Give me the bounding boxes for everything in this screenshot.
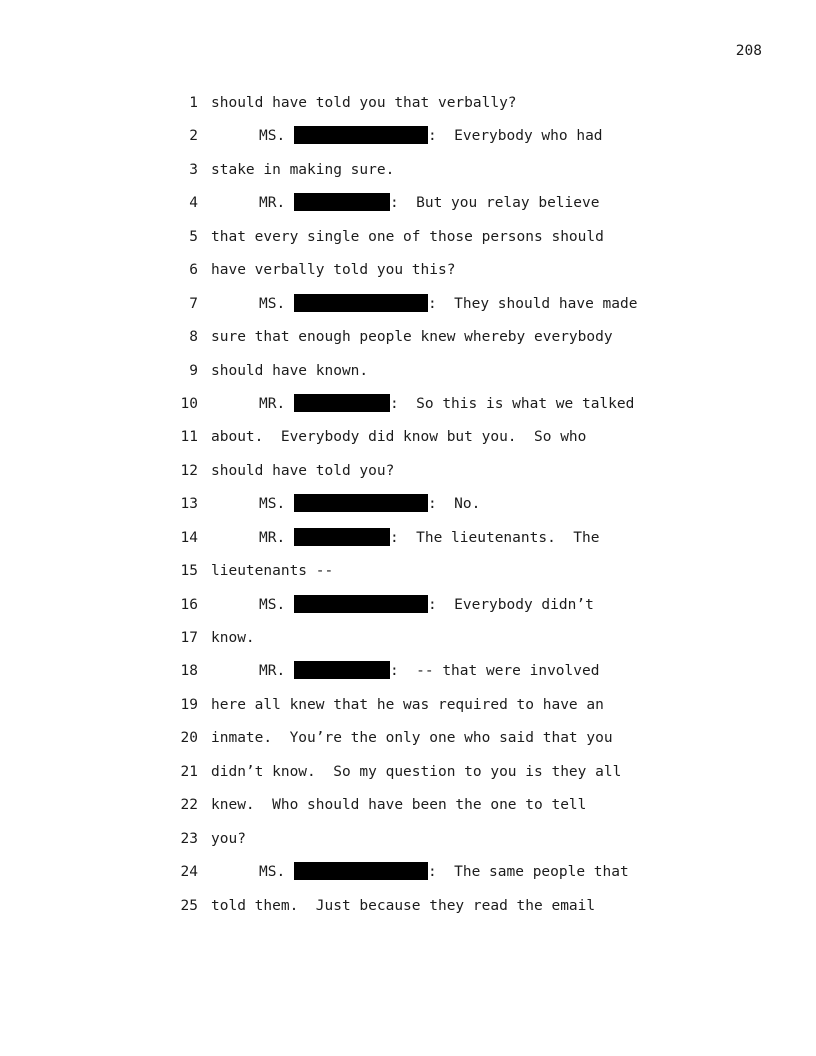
line-text [211, 728, 613, 749]
line-number: 14 [180, 529, 198, 546]
line-text [211, 695, 604, 716]
redaction-bar [294, 394, 390, 412]
line-number: 20 [180, 730, 198, 747]
speaker-label: MR. [259, 663, 286, 680]
line-number: 3 [189, 161, 198, 178]
line-number: 15 [180, 563, 198, 580]
line-number: 4 [189, 195, 198, 212]
line-body: : No. [427, 496, 481, 513]
speaker-label: MS. [259, 295, 286, 312]
line-text [211, 227, 604, 248]
line-number: 9 [189, 362, 198, 379]
redaction-bar [294, 193, 390, 211]
line-number: 18 [180, 663, 198, 680]
line-body: here all knew that he was required to have an [211, 696, 604, 713]
speaker-label: MS. [259, 496, 286, 513]
line-body: inmate. You’re the only one who said that you [211, 730, 613, 747]
speaker-label: MS. [259, 864, 286, 881]
line-body: : But you relay believe [389, 195, 600, 212]
line-body: : They should have made [427, 295, 638, 312]
line-body: should have told you? [211, 462, 395, 479]
line-body: : So this is what we talked [389, 395, 635, 412]
line-number: 5 [189, 228, 198, 245]
line-text [211, 862, 629, 883]
line-body: didn’t know. So my question to you is they all [211, 763, 622, 780]
line-number: 22 [180, 797, 198, 814]
line-body: : Everybody didn’t [427, 596, 594, 613]
line-body: about. Everybody did know but you. So who [211, 429, 587, 446]
line-number: 6 [189, 262, 198, 279]
speaker-label: MR. [259, 395, 286, 412]
line-text [211, 561, 333, 582]
line-number: 24 [180, 864, 198, 881]
line-text [211, 260, 455, 281]
line-body: that every single one of those persons should [211, 228, 604, 245]
line-number: 11 [180, 429, 198, 446]
line-text [211, 294, 637, 315]
redaction-bar [294, 294, 428, 312]
line-number: 16 [180, 596, 198, 613]
line-number: 17 [180, 630, 198, 646]
line-text [211, 361, 368, 382]
line-number: 19 [180, 696, 198, 713]
line-text [211, 394, 634, 415]
redaction-bar [294, 528, 390, 546]
redaction-bar [294, 126, 428, 144]
line-body: stake in making sure. [211, 161, 395, 178]
line-text [211, 494, 480, 515]
line-text [211, 896, 595, 917]
line-text [211, 528, 599, 549]
line-body: : -- that were involved [389, 663, 600, 680]
line-number: 10 [180, 395, 198, 412]
line-body: lieutenants -- [211, 563, 334, 580]
line-body: : The lieutenants. The [389, 529, 600, 546]
line-text [211, 126, 603, 147]
line-number: 7 [189, 295, 198, 312]
line-body: know. [211, 630, 255, 646]
line-text [211, 461, 394, 482]
line-body: should have told you that verbally? [211, 95, 517, 111]
line-text [211, 595, 594, 616]
line-text [211, 628, 255, 649]
line-body: told them. Just because they read the email [211, 897, 596, 914]
redaction-bar [294, 862, 428, 880]
line-body: knew. Who should have been the one to tell [211, 797, 587, 814]
line-text [211, 327, 613, 348]
line-number: 13 [180, 496, 198, 513]
speaker-label: MR. [259, 529, 286, 546]
line-text [211, 93, 517, 114]
page-number: 208 [735, 43, 762, 59]
line-number: 21 [180, 763, 198, 780]
redaction-bar [294, 494, 428, 512]
line-body: : Everybody who had [427, 128, 603, 145]
line-text [211, 661, 599, 682]
line-number: 12 [180, 462, 198, 479]
redaction-bar [294, 661, 390, 679]
line-body: you? [211, 830, 246, 847]
line-number: 8 [189, 329, 198, 346]
line-text [211, 193, 599, 214]
line-text [211, 762, 621, 783]
line-text [211, 160, 394, 181]
line-text [211, 795, 586, 816]
line-text [211, 829, 246, 850]
line-body: sure that enough people knew whereby everybody [211, 329, 613, 346]
line-body: have verbally told you this? [211, 262, 456, 279]
line-number: 1 [189, 95, 198, 111]
line-body: should have known. [211, 362, 369, 379]
line-number: 2 [189, 128, 198, 145]
line-number: 23 [180, 830, 198, 847]
line-body: : The same people that [427, 864, 629, 881]
line-text [211, 427, 586, 448]
redaction-bar [294, 595, 428, 613]
speaker-label: MS. [259, 128, 286, 145]
speaker-label: MS. [259, 596, 286, 613]
line-number: 25 [180, 897, 198, 914]
speaker-label: MR. [259, 195, 286, 212]
